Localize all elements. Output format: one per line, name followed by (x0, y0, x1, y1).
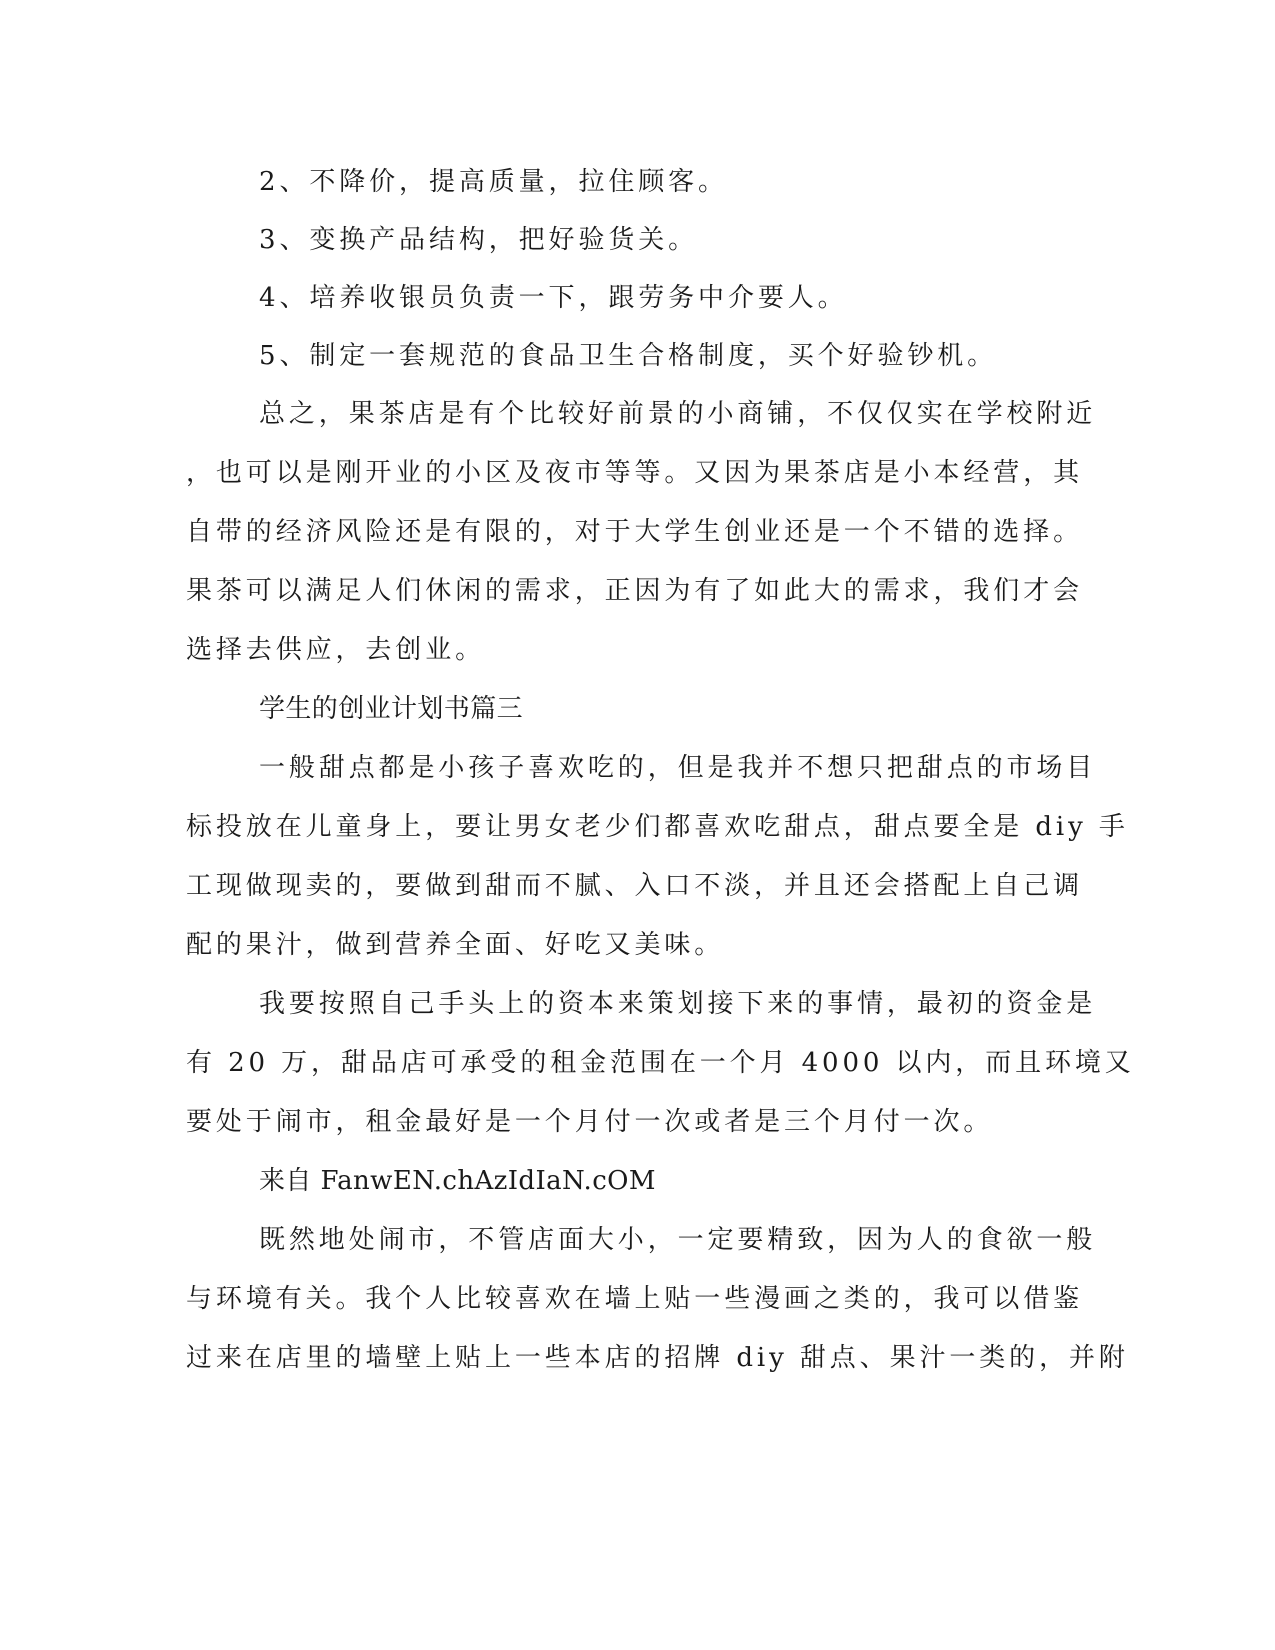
list-item-2: 2、不降价，提高质量，拉住顾客。 (259, 167, 728, 197)
paragraph-line: 一般甜点都是小孩子喜欢吃的，但是我并不想只把甜点的市场目 (259, 753, 1097, 783)
paragraph-line: 配的果汁，做到营养全面、好吃又美味。 (186, 930, 725, 960)
list-item-5: 5、制定一套规范的食品卫生合格制度，买个好验钞机。 (259, 341, 998, 371)
paragraph-line: 过来在店里的墙壁上贴上一些本店的招牌 diy 甜点、果汁一类的，并附 (186, 1343, 1129, 1373)
list-item-3: 3、变换产品结构，把好验货关。 (259, 225, 699, 255)
paragraph-line: 既然地处闹市，不管店面大小，一定要精致，因为人的食欲一般 (259, 1225, 1097, 1255)
list-item-4: 4、培养收银员负责一下，跟劳务中介要人。 (259, 283, 848, 313)
paragraph-line: 要处于闹市，租金最好是一个月付一次或者是三个月付一次。 (186, 1107, 994, 1137)
paragraph-line: 自带的经济风险还是有限的，对于大学生创业还是一个不错的选择。 (186, 517, 1084, 547)
paragraph-line: ，也可以是刚开业的小区及夜市等等。又因为果茶店是小本经营，其 (186, 458, 1084, 488)
paragraph-line: 工现做现卖的，要做到甜而不腻、入口不淡，并且还会搭配上自己调 (186, 871, 1084, 901)
paragraph-line: 与环境有关。我个人比较喜欢在墙上贴一些漫画之类的，我可以借鉴 (186, 1284, 1084, 1314)
source-line: 来自 FanwEN.chAzIdIaN.cOM (259, 1166, 656, 1196)
paragraph-line: 选择去供应，去创业。 (186, 635, 486, 665)
paragraph-line: 总之，果茶店是有个比较好前景的小商铺，不仅仅实在学校附近 (259, 399, 1097, 429)
paragraph-line: 果茶可以满足人们休闲的需求，正因为有了如此大的需求，我们才会 (186, 576, 1084, 606)
section-heading: 学生的创业计划书篇三 (259, 694, 524, 724)
paragraph-line: 我要按照自己手头上的资本来策划接下来的事情，最初的资金是 (259, 989, 1097, 1019)
paragraph-line: 有 20 万，甜品店可承受的租金范围在一个月 4000 以内，而且环境又 (186, 1048, 1135, 1078)
paragraph-line: 标投放在儿童身上，要让男女老少们都喜欢吃甜点，甜点要全是 diy 手 (186, 812, 1129, 842)
